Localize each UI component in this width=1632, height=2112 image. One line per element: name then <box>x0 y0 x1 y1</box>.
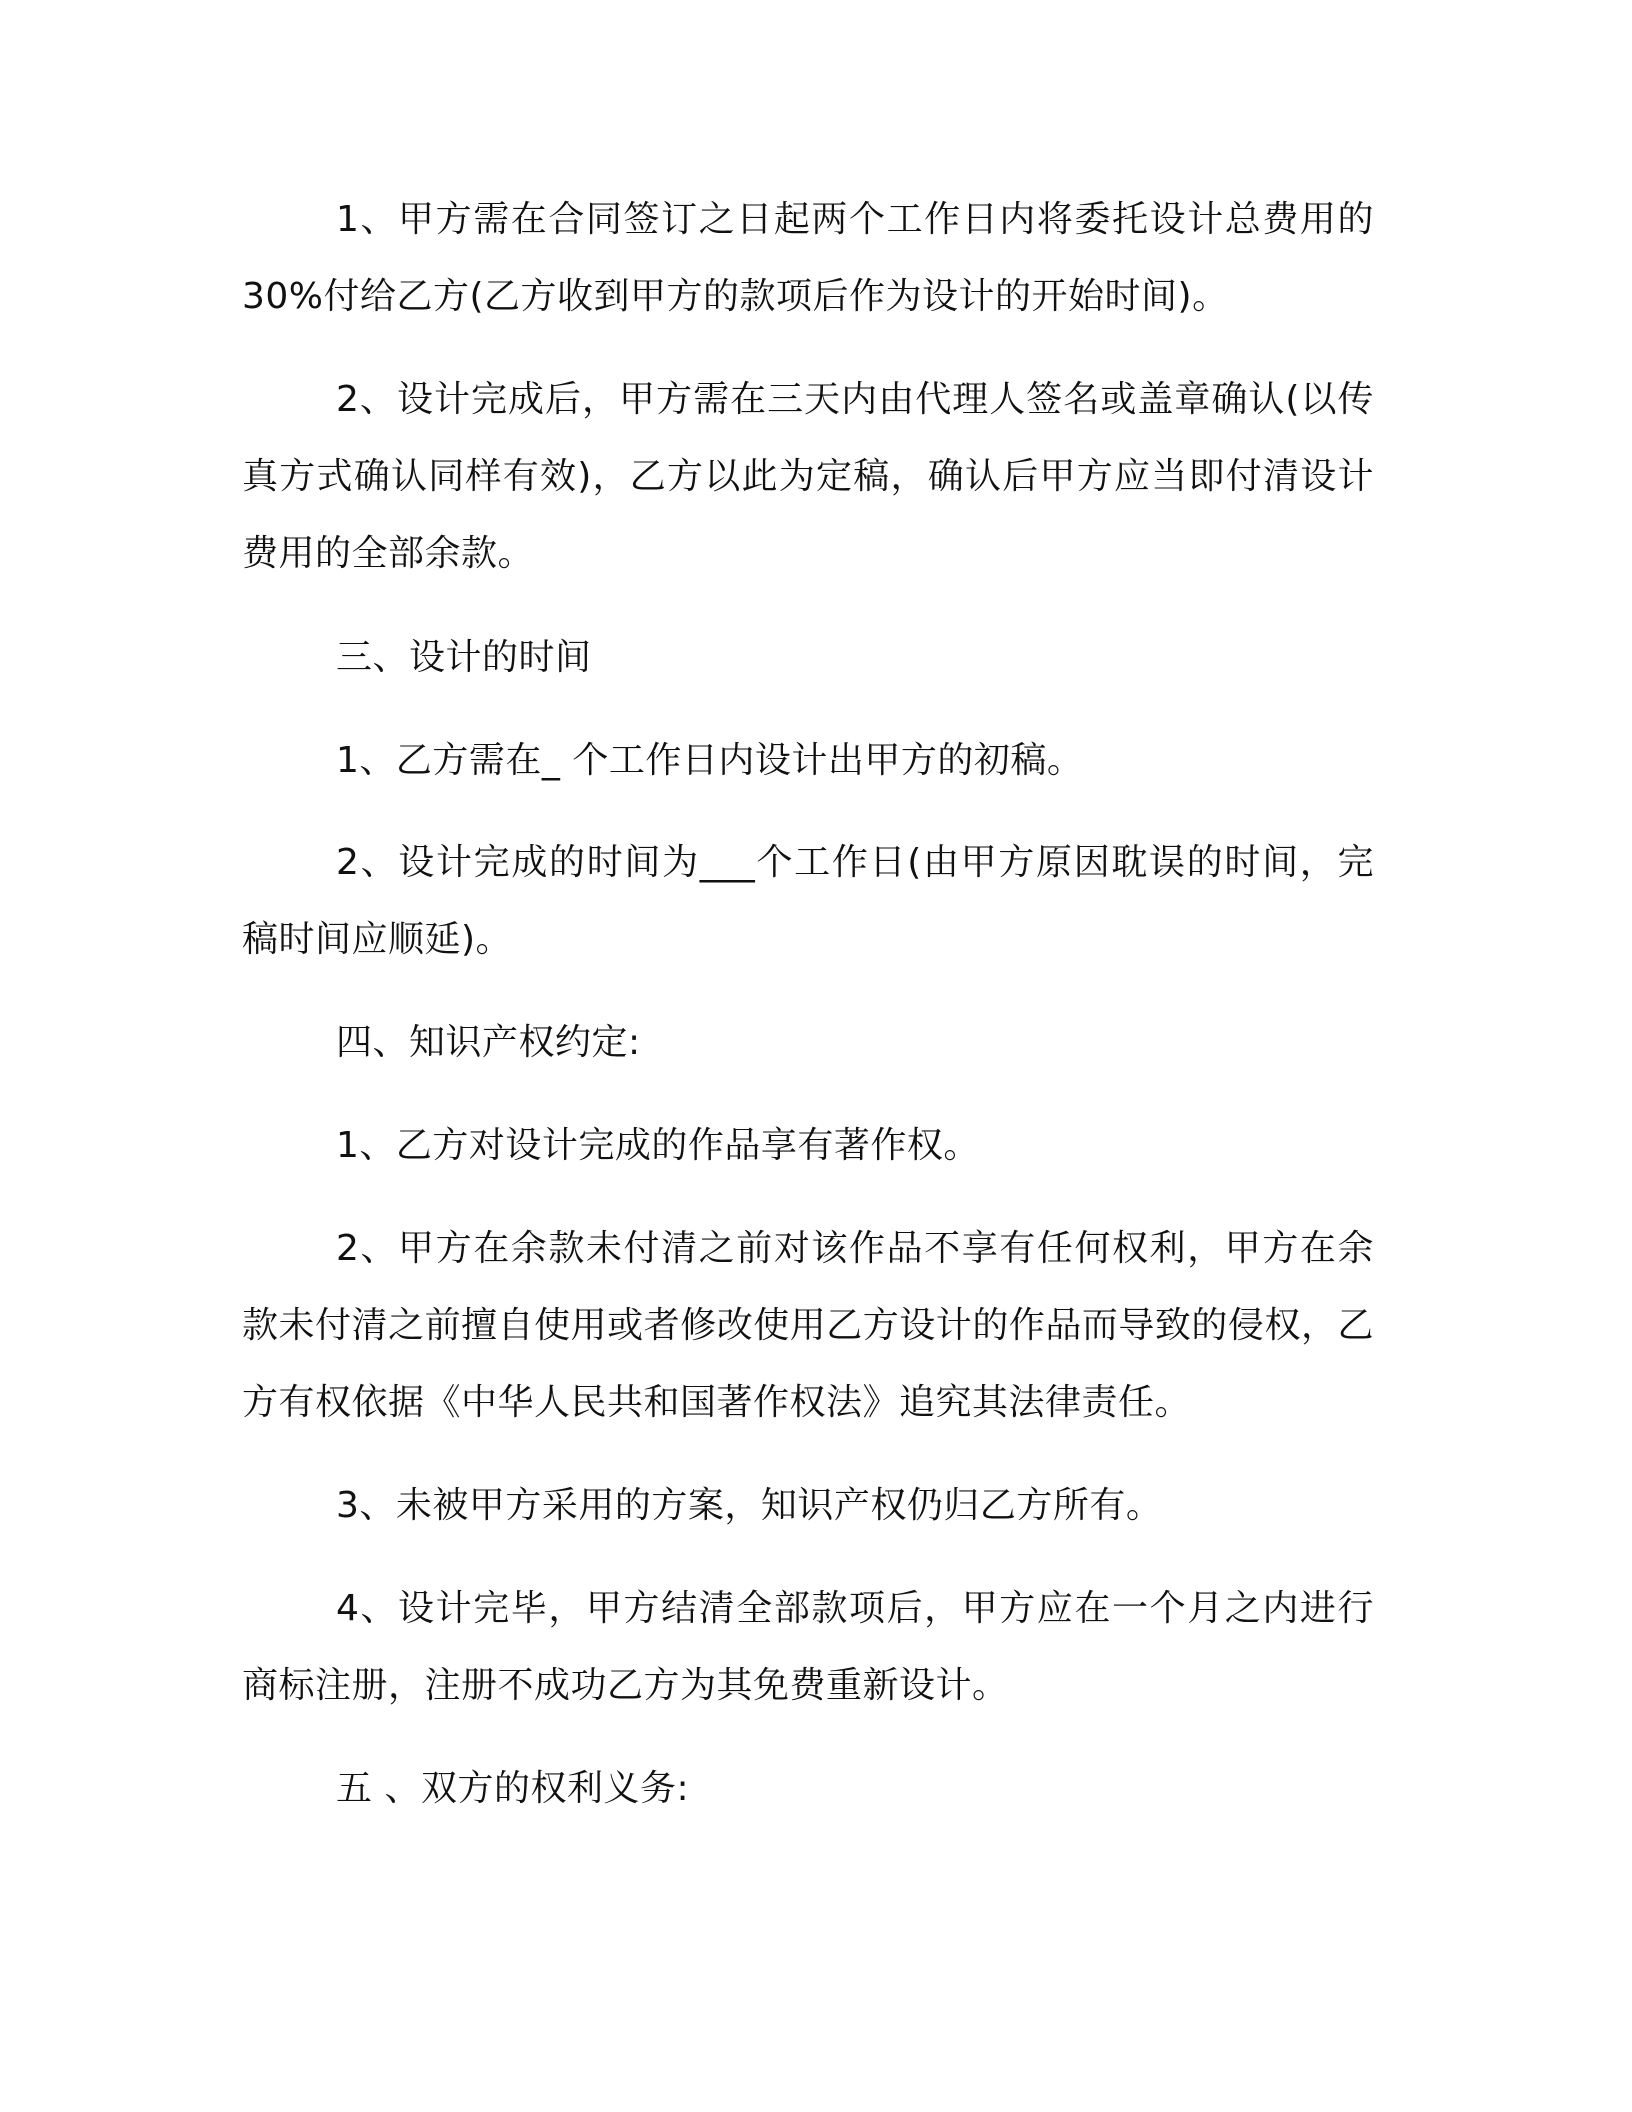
paragraph-completion-time: 2、设计完成的时间为___个工作日(由甲方原因耽误的时间，完稿时间应顺延)。 <box>242 842 1374 960</box>
paragraph-payment-advance: 1、甲方需在合同签订之日起两个工作日内将委托设计总费用的30%付给乙方(乙方收到甲方的款项后作为设计的开始时间)。 <box>242 199 1374 317</box>
paragraph-unpaid-rights: 2、甲方在余款未付清之前对该作品不享有任何权利，甲方在余款未付清之前擅自使用或者修改使用乙方设计的作品而导致的侵权，乙方有权依据《中华人民共和国著作权法》追究其法律责任。 <box>242 1228 1374 1423</box>
heading-rights-obligations: 五 、双方的权利义务: <box>336 1768 690 1809</box>
paragraph-payment-balance: 2、设计完成后，甲方需在三天内由代理人签名或盖章确认(以传真方式确认同样有效)，乙方以此为定稿，确认后甲方应当即付清设计费用的全部余款。 <box>242 379 1374 574</box>
paragraph-copyright: 1、乙方对设计完成的作品享有著作权。 <box>336 1125 980 1166</box>
paragraph-trademark-registration: 4、设计完毕，甲方结清全部款项后，甲方应在一个月之内进行商标注册，注册不成功乙方为其免费重新设计。 <box>242 1588 1374 1706</box>
heading-ip-agreement: 四、知识产权约定: <box>336 1022 641 1063</box>
heading-design-time: 三、设计的时间 <box>336 637 592 678</box>
paragraph-unused-proposals: 3、未被甲方采用的方案，知识产权仍归乙方所有。 <box>336 1485 1163 1526</box>
paragraph-draft-deadline: 1、乙方需在_ 个工作日内设计出甲方的初稿。 <box>336 740 1084 781</box>
